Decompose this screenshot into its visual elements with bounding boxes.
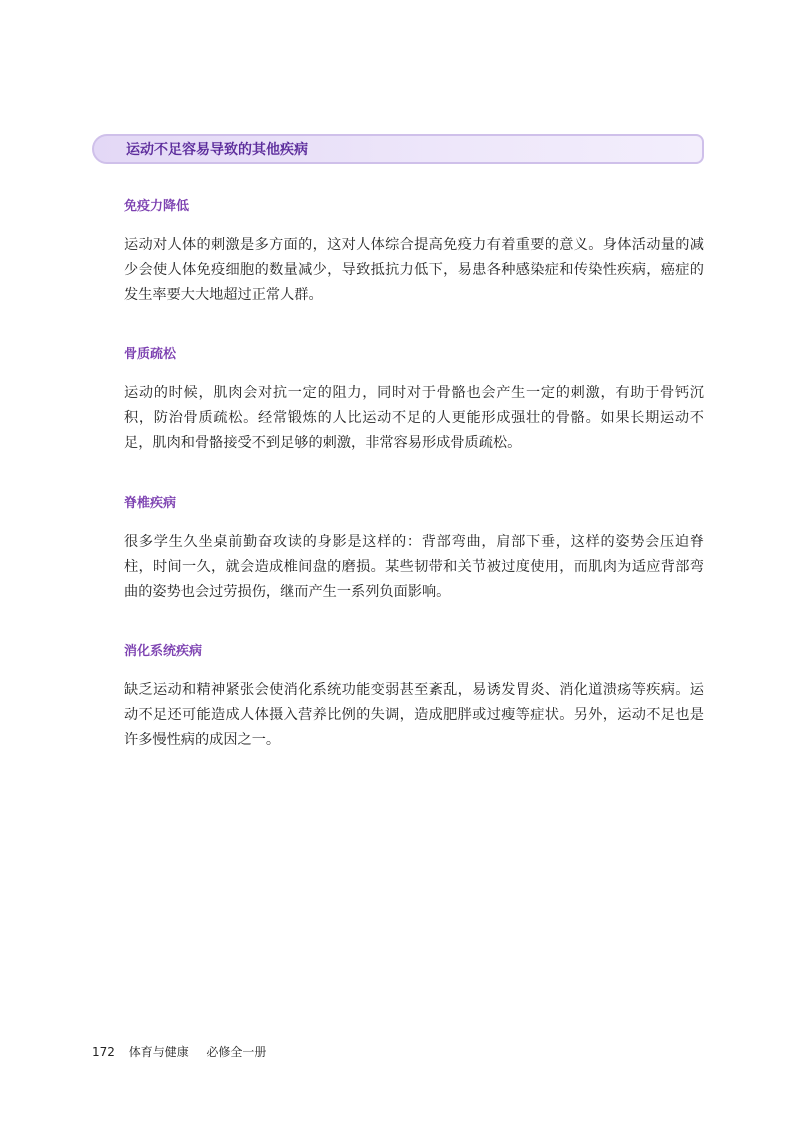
section-immunity <box>124 199 704 308</box>
book-title: 体育与健康 <box>128 1045 189 1059</box>
section-body: 很多学生久坐桌前勤奋攻读的身影是这样的：背部弯曲，肩部下垂，这样的姿势会压迫脊柱，时间一久，就会造成椎间盘的磨损。某些韧带和关节被过度使用，而肌肉为适应背部弯曲的姿势也会过劳损伤，继而产生一系列负面影响。 <box>124 534 704 600</box>
section-banner <box>92 134 704 164</box>
page-number: 172 <box>92 1045 115 1059</box>
section-digestive <box>124 644 704 753</box>
section-osteoporosis <box>124 347 704 456</box>
section-heading: 消化系统疾病 <box>124 644 203 659</box>
section-spine <box>124 496 704 605</box>
banner-title: 运动不足容易导致的其他疾病 <box>126 142 308 158</box>
section-heading: 免疫力降低 <box>124 199 190 214</box>
section-heading: 骨质疏松 <box>124 347 177 362</box>
section-body: 运动对人体的刺激是多方面的，这对人体综合提高免疫力有着重要的意义。身体活动量的减少会使人体免疫细胞的数量减少，导致抵抗力低下，易患各种感染症和传染性疾病，癌症的发生率要大大地超过正常人群。 <box>124 237 704 303</box>
page-footer <box>92 1044 266 1060</box>
section-body: 运动的时候，肌肉会对抗一定的阻力，同时对于骨骼也会产生一定的刺激，有助于骨钙沉积，防治骨质疏松。经常锻炼的人比运动不足的人更能形成强壮的骨骼。如果长期运动不足，肌肉和骨骼接受不到足够的刺激，非常容易形成骨质疏松。 <box>124 385 704 451</box>
section-heading: 脊椎疾病 <box>124 496 177 511</box>
book-volume: 必修全一册 <box>206 1045 267 1059</box>
section-body: 缺乏运动和精神紧张会使消化系统功能变弱甚至紊乱，易诱发胃炎、消化道溃疡等疾病。运动不足还可能造成人体摄入营养比例的失调，造成肥胖或过瘦等症状。另外，运动不足也是许多慢性病的成因之一。 <box>124 682 704 748</box>
